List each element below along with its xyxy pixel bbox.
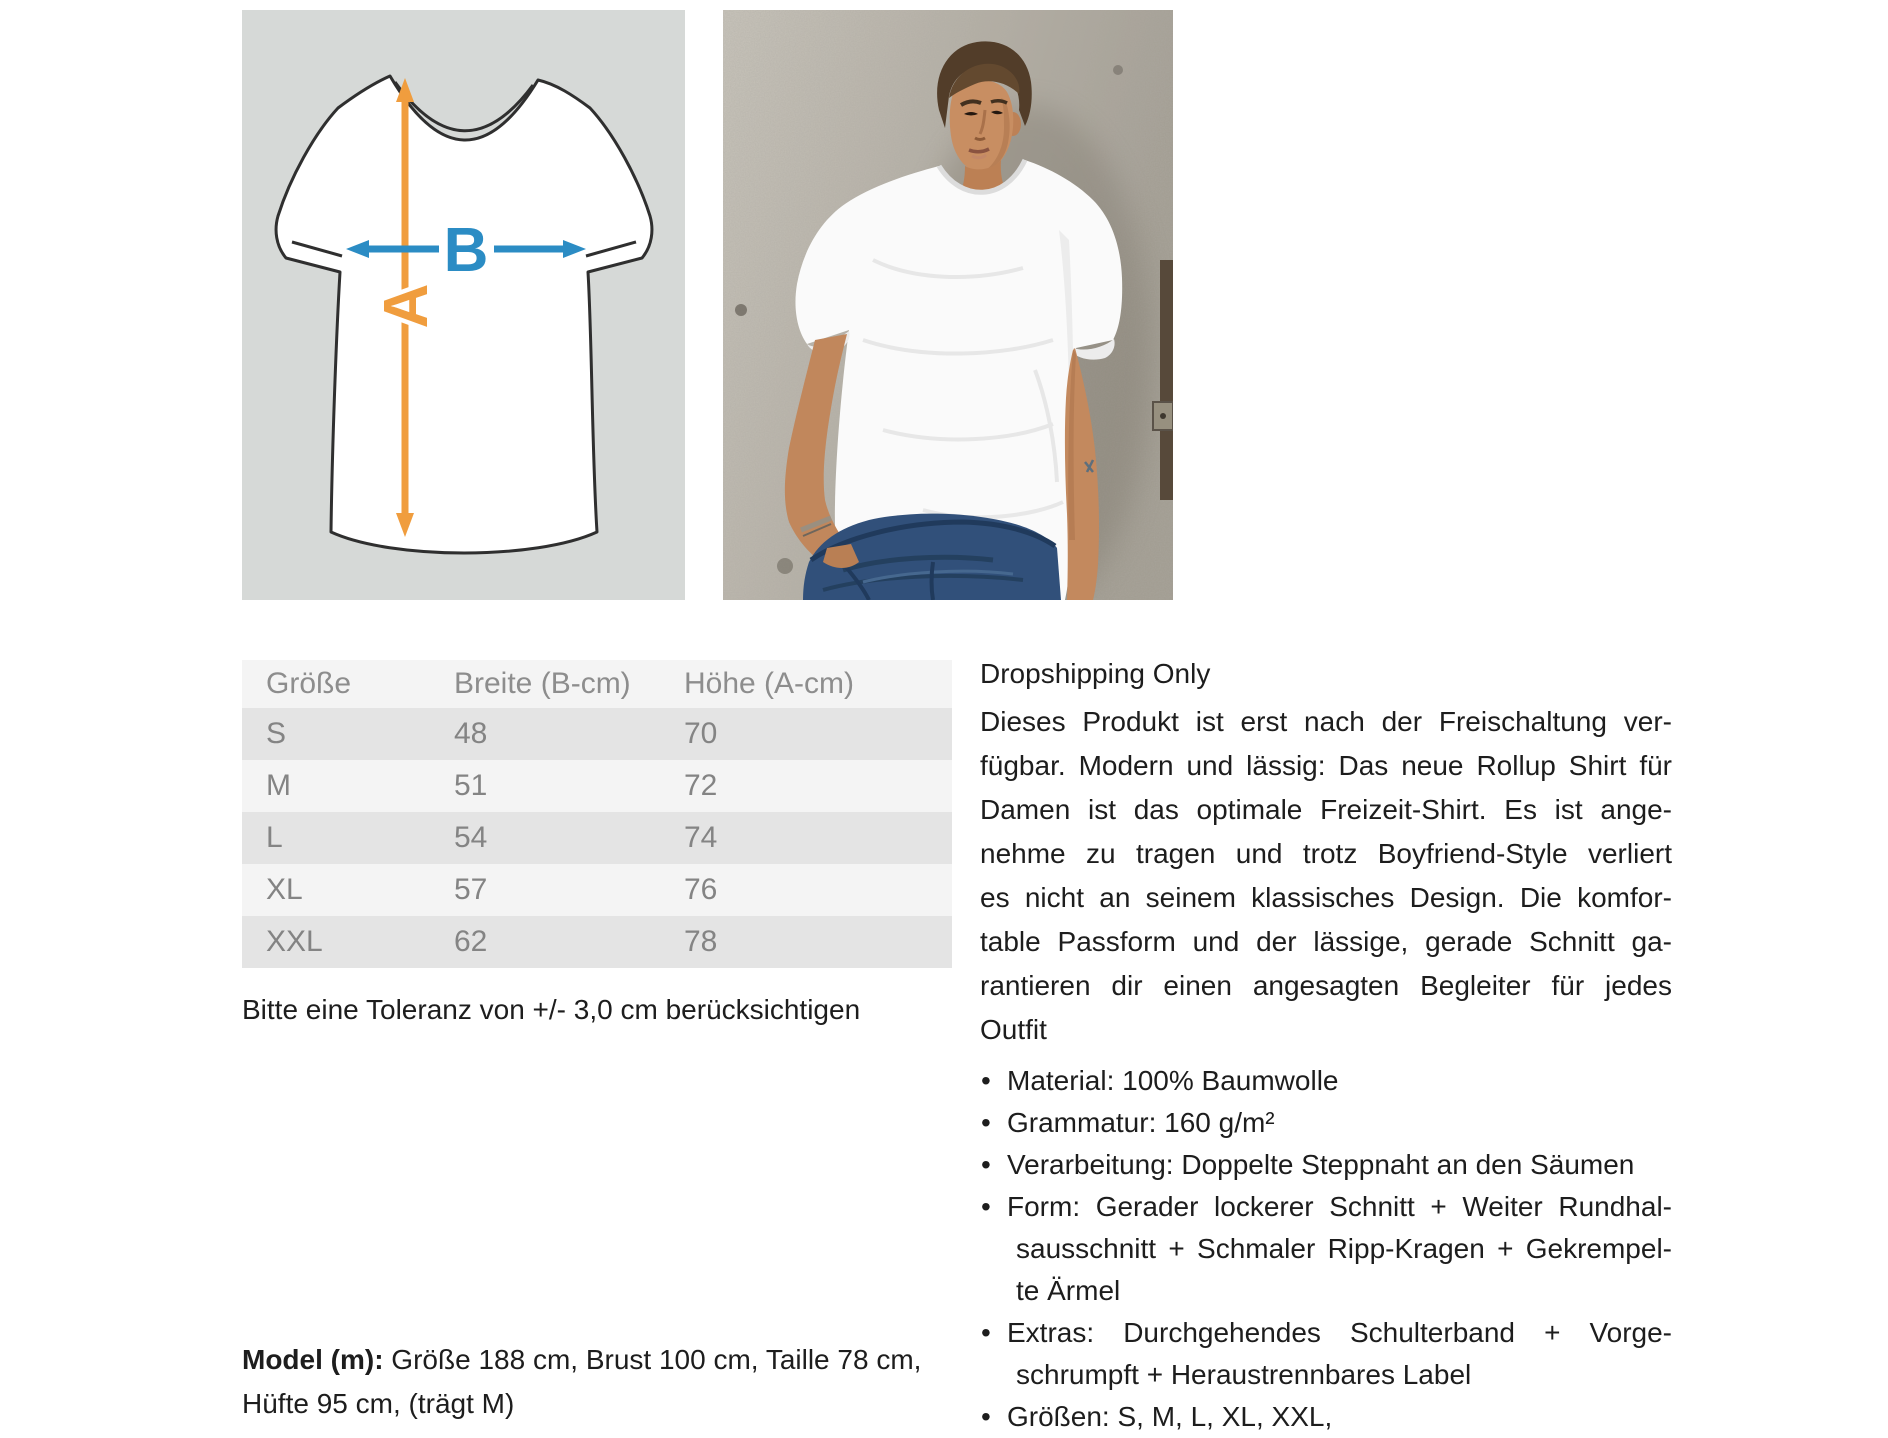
cell-size: XL bbox=[266, 873, 303, 906]
paragraph-line: Damen ist das optimale Freizeit-Shirt. Es ist ange- bbox=[980, 794, 1672, 825]
paragraph-line: table Passform und der lässige, gerade Schnitt ga- bbox=[980, 926, 1672, 957]
bullet-item bbox=[980, 1060, 1672, 1102]
bullet-line: Größen: S, M, L, XL, XXL, bbox=[1007, 1401, 1333, 1432]
model-photo-graphic bbox=[723, 10, 1173, 600]
paragraph-line: nehme zu tragen und trotz Boyfriend-Style verliert bbox=[980, 838, 1672, 869]
model-info-line1 bbox=[242, 1338, 1002, 1382]
model-info-line1-rest: Größe 188 cm, Brust 100 cm, Taille 78 cm, bbox=[383, 1344, 922, 1375]
cell-height: 74 bbox=[684, 821, 718, 854]
cell-height: 78 bbox=[684, 925, 718, 958]
bullet-line: Verarbeitung: Doppelte Steppnaht an den Säumen bbox=[1007, 1149, 1635, 1180]
table-row bbox=[242, 916, 952, 968]
bullet-item bbox=[980, 1102, 1672, 1144]
bullet-dot-icon: • bbox=[981, 1149, 991, 1180]
table-row bbox=[242, 864, 952, 916]
model-info bbox=[242, 1338, 1002, 1426]
description-title: Dropshipping Only bbox=[980, 658, 1211, 689]
size-table bbox=[242, 660, 952, 968]
cell-height: 76 bbox=[684, 873, 718, 906]
bullet-line: Material: 100% Baumwolle bbox=[1007, 1065, 1339, 1096]
bullet-item bbox=[980, 1312, 1672, 1396]
size-diagram-image[interactable] bbox=[242, 10, 685, 600]
table-row bbox=[242, 708, 952, 760]
cell-width: 51 bbox=[454, 769, 488, 802]
size-table-header-cell: Höhe (A-cm) bbox=[684, 667, 855, 700]
cell-width: 48 bbox=[454, 717, 488, 750]
bullet-line: Extras: Durchgehendes Schulterband + Vorge- bbox=[1007, 1317, 1672, 1348]
size-table-header-cell: Größe bbox=[266, 667, 352, 700]
bullet-text bbox=[1007, 1396, 1672, 1438]
cell-width: 57 bbox=[454, 873, 488, 906]
tshirt-outline bbox=[276, 76, 652, 553]
bullet-line: te Ärmel bbox=[1016, 1275, 1121, 1306]
cell-height: 72 bbox=[684, 769, 718, 802]
paragraph-line: es nicht an seinem klassisches Design. Die komfor- bbox=[980, 882, 1672, 913]
bullet-text bbox=[1007, 1186, 1672, 1312]
table-row bbox=[242, 812, 952, 864]
bullet-line: schrumpft + Heraustrennbares Label bbox=[1016, 1359, 1472, 1390]
bullet-line: sausschnitt + Schmaler Ripp-Kragen + Gekrempel- bbox=[1016, 1233, 1672, 1264]
bullet-text bbox=[1007, 1102, 1672, 1144]
bullet-item bbox=[980, 1396, 1672, 1438]
bullet-text bbox=[1007, 1144, 1672, 1186]
paragraph-line: Dieses Produkt ist erst nach der Freischaltung ver- bbox=[980, 706, 1672, 737]
cell-width: 62 bbox=[454, 925, 488, 958]
bullet-line: Form: Gerader lockerer Schnitt + Weiter Rundhal- bbox=[1007, 1191, 1672, 1222]
bullet-text bbox=[1007, 1312, 1672, 1396]
model-info-label: Model (m): bbox=[242, 1344, 384, 1375]
cell-size: S bbox=[266, 717, 287, 750]
paragraph-line: fügbar. Modern und lässig: Das neue Rollup Shirt für bbox=[980, 750, 1672, 781]
cell-size: M bbox=[266, 769, 291, 802]
cell-width: 54 bbox=[454, 821, 488, 854]
label-a: A bbox=[372, 283, 441, 329]
cell-size: XXL bbox=[266, 925, 323, 958]
model-info-line2: Hüfte 95 cm, (trägt M) bbox=[242, 1388, 515, 1419]
bullet-dot-icon: • bbox=[981, 1317, 991, 1348]
size-table-header-row bbox=[242, 660, 952, 708]
cell-size: L bbox=[266, 821, 283, 854]
paragraph-line: rantieren dir einen angesagten Begleiter für jedes bbox=[980, 970, 1672, 1001]
description-paragraph bbox=[980, 700, 1672, 1052]
bullet-dot-icon: • bbox=[981, 1401, 991, 1432]
bullet-dot-icon: • bbox=[981, 1191, 991, 1222]
model-photo[interactable] bbox=[723, 10, 1173, 600]
tshirt-measurement-diagram bbox=[242, 10, 685, 600]
cell-height: 70 bbox=[684, 717, 718, 750]
label-b: B bbox=[443, 216, 489, 285]
tolerance-note: Bitte eine Toleranz von +/- 3,0 cm berücksichtigen bbox=[242, 994, 861, 1025]
size-table-body bbox=[242, 708, 952, 968]
bullet-text bbox=[1007, 1060, 1672, 1102]
bullet-item bbox=[980, 1144, 1672, 1186]
size-table-header-cell: Breite (B-cm) bbox=[454, 667, 631, 700]
product-description bbox=[980, 652, 1672, 1438]
paragraph-line: Outfit bbox=[980, 1014, 1047, 1045]
bullet-item bbox=[980, 1186, 1672, 1312]
bullet-dot-icon: • bbox=[981, 1107, 991, 1138]
bullet-dot-icon: • bbox=[981, 1065, 991, 1096]
bullet-line: Grammatur: 160 g/m² bbox=[1007, 1107, 1275, 1138]
feature-bullet-list bbox=[980, 1060, 1672, 1438]
table-row bbox=[242, 760, 952, 812]
